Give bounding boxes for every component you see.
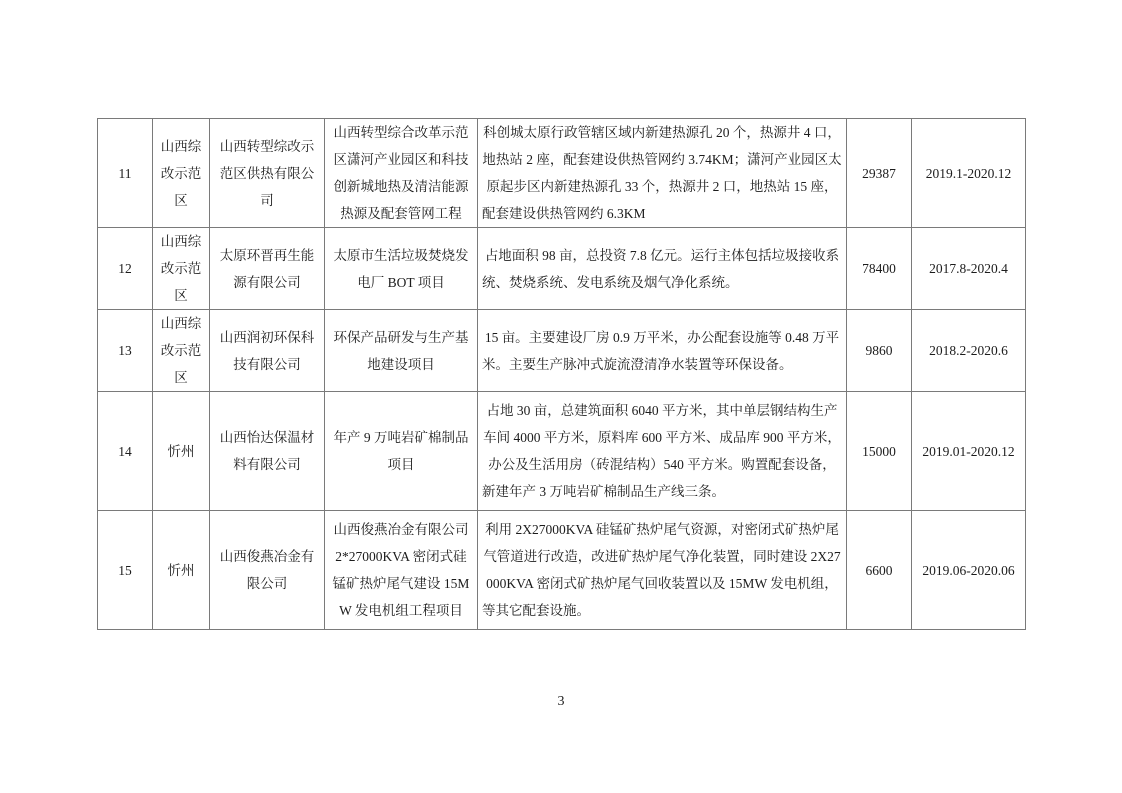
region-cell: 山西综改示范区 — [153, 228, 210, 310]
investment-cell: 29387 — [847, 119, 912, 228]
table-row — [98, 392, 1026, 511]
seq-cell: 13 — [98, 310, 153, 392]
project-name-cell: 环保产品研发与生产基地建设项目 — [325, 310, 478, 392]
project-name-cell: 山西俊燕冶金有限公司 2*27000KVA 密闭式硅锰矿热炉尾气建设 15MW 发电机组工程项目 — [325, 511, 478, 630]
company-cell: 山西转型综改示范区供热有限公司 — [210, 119, 325, 228]
company-cell: 山西润初环保科技有限公司 — [210, 310, 325, 392]
project-name-cell: 山西转型综合改革示范区潇河产业园区和科技创新城地热及清洁能源热源及配套管网工程 — [325, 119, 478, 228]
investment-cell: 6600 — [847, 511, 912, 630]
table-row — [98, 228, 1026, 310]
company-cell: 太原环晋再生能源有限公司 — [210, 228, 325, 310]
project-name-cell: 太原市生活垃圾焚烧发电厂 BOT 项目 — [325, 228, 478, 310]
seq-cell: 12 — [98, 228, 153, 310]
seq-cell: 11 — [98, 119, 153, 228]
period-cell: 2019.1-2020.12 — [912, 119, 1026, 228]
description-cell: 15 亩。主要建设厂房 0.9 万平米，办公配套设施等 0.48 万平米。主要生产脉冲式旋流澄清净水装置等环保设备。 — [478, 310, 847, 392]
company-cell: 山西怡达保温材料有限公司 — [210, 392, 325, 511]
description-cell: 占地面积 98 亩，总投资 7.8 亿元。运行主体包括垃圾接收系统、焚烧系统、发电系统及烟气净化系统。 — [478, 228, 847, 310]
table-row — [98, 511, 1026, 630]
period-cell: 2019.06-2020.06 — [912, 511, 1026, 630]
period-cell: 2018.2-2020.6 — [912, 310, 1026, 392]
region-cell: 忻州 — [153, 392, 210, 511]
region-cell: 山西综改示范区 — [153, 310, 210, 392]
seq-cell: 15 — [98, 511, 153, 630]
projects-table-body — [98, 119, 1026, 630]
period-cell: 2019.01-2020.12 — [912, 392, 1026, 511]
region-cell: 山西综改示范区 — [153, 119, 210, 228]
project-name-cell: 年产 9 万吨岩矿棉制品项目 — [325, 392, 478, 511]
investment-cell: 9860 — [847, 310, 912, 392]
page-number: 3 — [557, 694, 565, 709]
projects-table — [97, 118, 1026, 630]
table-row — [98, 310, 1026, 392]
table-row — [98, 119, 1026, 228]
period-cell: 2017.8-2020.4 — [912, 228, 1026, 310]
seq-cell: 14 — [98, 392, 153, 511]
description-cell: 利用 2X27000KVA 硅锰矿热炉尾气资源，对密闭式矿热炉尾气管道进行改造，改进矿热炉尾气净化装置，同时建设 2X27000KVA 密闭式矿热炉尾气回收装置以及 15MW 发电机组，等其它配套设施。 — [478, 511, 847, 630]
investment-cell: 15000 — [847, 392, 912, 511]
company-cell: 山西俊燕冶金有限公司 — [210, 511, 325, 630]
investment-cell: 78400 — [847, 228, 912, 310]
region-cell: 忻州 — [153, 511, 210, 630]
description-cell: 占地 30 亩，总建筑面积 6040 平方米，其中单层钢结构生产车间 4000 平方米，原料库 600 平方米、成品库 900 平方米，办公及生活用房（砖混结构）540 平方米。购置配套设备，新建年产 3 万吨岩矿棉制品生产线三条。 — [478, 392, 847, 511]
description-cell: 科创城太原行政管辖区域内新建热源孔 20 个，热源井 4 口，地热站 2 座，配套建设供热管网约 3.74KM；潇河产业园区太原起步区内新建热源孔 33 个，热源井 2 口，地热站 15 座，配套建设供热管网约 6.3KM — [478, 119, 847, 228]
